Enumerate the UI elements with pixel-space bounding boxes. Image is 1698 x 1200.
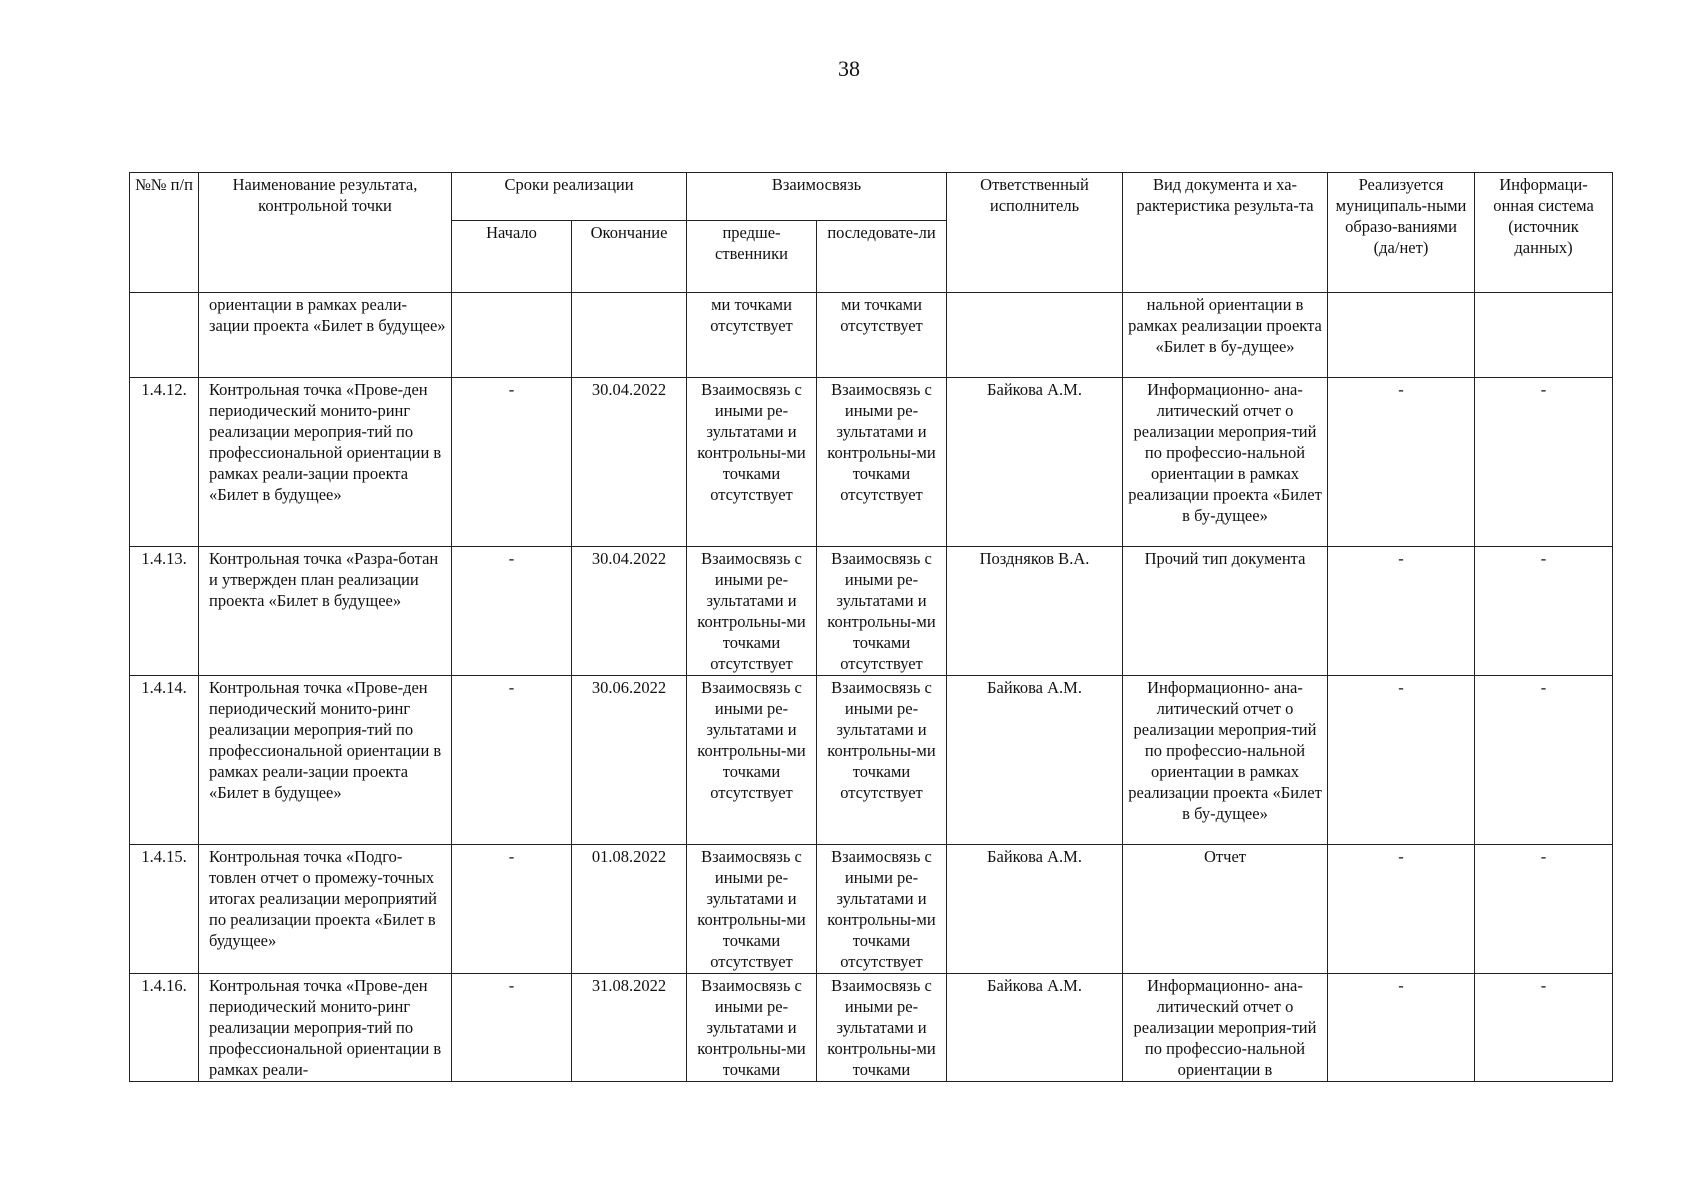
row-municipal: - xyxy=(1328,845,1475,974)
row-end: 30.06.2022 xyxy=(572,676,687,845)
row-municipal: - xyxy=(1328,676,1475,845)
row-successors: Взаимосвязь с иными ре-зультатами и контрольны-ми точками отсутствует xyxy=(817,845,947,974)
row-predecessors: Взаимосвязь с иными ре-зультатами и контрольны-ми точками отсутствует xyxy=(687,547,817,676)
table-row xyxy=(130,974,1613,1082)
row-start: - xyxy=(452,378,572,547)
row-name: ориентации в рамках реали-зации проекта «Билет в будущее» xyxy=(199,293,452,378)
row-doctype: Отчет xyxy=(1123,845,1328,974)
row-successors: Взаимосвязь с иными ре-зультатами и контрольны-ми точками отсутствует xyxy=(817,676,947,845)
table-row xyxy=(130,845,1613,974)
row-name: Контрольная точка «Разра-ботан и утвержден план реализации проекта «Билет в будущее» xyxy=(199,547,452,676)
row-start: - xyxy=(452,974,572,1082)
header-infosys: Информаци-онная система (источник данных) xyxy=(1475,173,1613,293)
row-responsible: Байкова А.М. xyxy=(947,845,1123,974)
row-start: - xyxy=(452,845,572,974)
row-end xyxy=(572,293,687,378)
row-name: Контрольная точка «Прове-ден периодический монито-ринг реализации мероприя-тий по профессиональной ориентации в рамках реали- xyxy=(199,974,452,1082)
row-num: 1.4.16. xyxy=(130,974,199,1082)
row-successors: Взаимосвязь с иными ре-зультатами и контрольны-ми точками отсутствует xyxy=(817,547,947,676)
header-num: №№ п/п xyxy=(130,173,199,293)
row-predecessors: ми точками отсутствует xyxy=(687,293,817,378)
page-number: 38 xyxy=(838,56,860,81)
header-start: Начало xyxy=(452,221,572,293)
row-infosys: - xyxy=(1475,378,1613,547)
header-municipal: Реализуется муниципаль-ными образо-ваниями (да/нет) xyxy=(1328,173,1475,293)
table-row xyxy=(130,293,1613,378)
row-infosys: - xyxy=(1475,974,1613,1082)
header-relation: Взаимосвязь xyxy=(687,173,947,221)
row-end: 31.08.2022 xyxy=(572,974,687,1082)
row-name: Контрольная точка «Прове-ден периодический монито-ринг реализации мероприя-тий по профессиональной ориентации в рамках реали-зации проекта «Билет в будущее» xyxy=(199,676,452,845)
header-period: Сроки реализации xyxy=(452,173,687,221)
row-end: 30.04.2022 xyxy=(572,547,687,676)
row-doctype: нальной ориентации в рамках реализации проекта «Билет в бу-дущее» xyxy=(1123,293,1328,378)
header-name: Наименование результата, контрольной точки xyxy=(199,173,452,293)
header-doctype: Вид документа и ха-рактеристика результа-та xyxy=(1123,173,1328,293)
header-successors: последовате-ли xyxy=(817,221,947,293)
row-start: - xyxy=(452,676,572,845)
row-name: Контрольная точка «Подго-товлен отчет о промежу-точных итогах реализации мероприятий по реализации проекта «Билет в будущее» xyxy=(199,845,452,974)
row-predecessors: Взаимосвязь с иными ре-зультатами и контрольны-ми точками xyxy=(687,974,817,1082)
row-successors: ми точками отсутствует xyxy=(817,293,947,378)
header-end: Окончание xyxy=(572,221,687,293)
row-doctype: Информационно- ана-литический отчет о реализации мероприя-тий по профессио-нальной ориентации в рамках реализации проекта «Билет в бу-дущее» xyxy=(1123,676,1328,845)
row-start xyxy=(452,293,572,378)
row-doctype: Информационно- ана-литический отчет о реализации мероприя-тий по профессио-нальной ориентации в рамках реализации проекта «Билет в бу-дущее» xyxy=(1123,378,1328,547)
row-num xyxy=(130,293,199,378)
row-start: - xyxy=(452,547,572,676)
row-municipal: - xyxy=(1328,547,1475,676)
row-num: 1.4.15. xyxy=(130,845,199,974)
row-predecessors: Взаимосвязь с иными ре-зультатами и контрольны-ми точками отсутствует xyxy=(687,676,817,845)
row-municipal xyxy=(1328,293,1475,378)
row-predecessors: Взаимосвязь с иными ре-зультатами и контрольны-ми точками отсутствует xyxy=(687,845,817,974)
row-responsible: Поздняков В.А. xyxy=(947,547,1123,676)
row-end: 01.08.2022 xyxy=(572,845,687,974)
control-points-table xyxy=(129,172,1613,1082)
row-responsible xyxy=(947,293,1123,378)
row-end: 30.04.2022 xyxy=(572,378,687,547)
row-successors: Взаимосвязь с иными ре-зультатами и контрольны-ми точками xyxy=(817,974,947,1082)
row-infosys xyxy=(1475,293,1613,378)
row-responsible: Байкова А.М. xyxy=(947,676,1123,845)
table-row xyxy=(130,676,1613,845)
row-successors: Взаимосвязь с иными ре-зультатами и контрольны-ми точками отсутствует xyxy=(817,378,947,547)
row-infosys: - xyxy=(1475,547,1613,676)
header-responsible: Ответственный исполнитель xyxy=(947,173,1123,293)
table-row xyxy=(130,547,1613,676)
row-num: 1.4.13. xyxy=(130,547,199,676)
table-row xyxy=(130,378,1613,547)
row-doctype: Прочий тип документа xyxy=(1123,547,1328,676)
row-num: 1.4.12. xyxy=(130,378,199,547)
row-infosys: - xyxy=(1475,676,1613,845)
row-name: Контрольная точка «Прове-ден периодический монито-ринг реализации мероприя-тий по профессиональной ориентации в рамках реали-зации проекта «Билет в будущее» xyxy=(199,378,452,547)
row-predecessors: Взаимосвязь с иными ре-зультатами и контрольны-ми точками отсутствует xyxy=(687,378,817,547)
row-num: 1.4.14. xyxy=(130,676,199,845)
header-predecessors: предше-ственники xyxy=(687,221,817,293)
row-doctype: Информационно- ана-литический отчет о реализации мероприя-тий по профессио-нальной ориентации в xyxy=(1123,974,1328,1082)
row-responsible: Байкова А.М. xyxy=(947,378,1123,547)
row-municipal: - xyxy=(1328,974,1475,1082)
row-municipal: - xyxy=(1328,378,1475,547)
row-responsible: Байкова А.М. xyxy=(947,974,1123,1082)
row-infosys: - xyxy=(1475,845,1613,974)
